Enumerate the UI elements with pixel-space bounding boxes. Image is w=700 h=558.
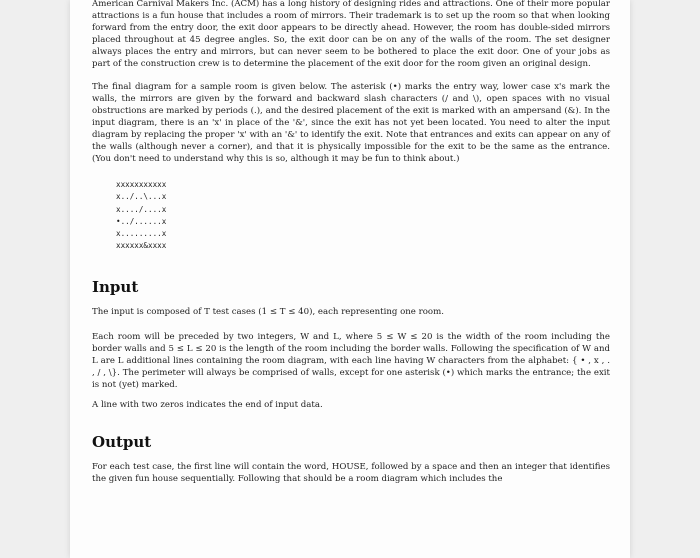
intro-paragraph-2: The final diagram for a sample room is given below. The asterisk (•) marks the entry way, lower case x's mark the walls, the mirrors are given by the forward and backward slash characters (/ and \), open spaces with no visual obstructions are marked by periods (.), and the desired placement of the exit is marked with an ampersand (&). In the input diagram, there is an 'x' in place of the '&', since the exit has not yet been located. You need to alter the input diagram by replacing the proper 'x' with an '&' to identify the exit. Note that entrances and exits can appear on any of the walls (although never a corner), and that it is physically impossible for the exit to be the same as the entrance. (You don't need to understand why this is so, although it may be fun to think about.) bbox=[92, 81, 610, 165]
output-paragraph-1: For each test case, the first line will contain the word, HOUSE, followed by a space and then an integer that identifies the given fun house sequentially. Following that should be a room diagram which includes the bbox=[92, 462, 610, 485]
output-heading: Output bbox=[92, 433, 152, 452]
input-paragraph-2: Each room will be preceded by two integers, W and L, where 5 ≤ W ≤ 20 is the width of the room including the border walls and 5 ≤ L ≤ 20 is the length of the room including the border walls. Following the specification of W and L are L additional lines containing the room diagram, with each line having W characters from the alphabet: { • , x , . , / , \}. The perimeter will always be comprised of walls, except for one asterisk (•) which marks the entrance; the exit is not (yet) marked. bbox=[92, 331, 610, 390]
input-paragraph-1: The input is composed of T test cases (1 ≤ T ≤ 40), each representing one room. bbox=[92, 307, 444, 318]
sample-room-diagram: xxxxxxxxxxx x../..\...x x..../....x •../......x x.........x xxxxxx&xxxx bbox=[116, 180, 167, 251]
document-content bbox=[92, 0, 610, 485]
input-heading: Input bbox=[92, 278, 139, 297]
input-paragraph-3: A line with two zeros indicates the end of input data. bbox=[92, 400, 323, 410]
document-page bbox=[70, 0, 630, 558]
intro-paragraph-1: American Carnival Makers Inc. (ACM) has a long history of designing rides and attractions. One of their more popular attractions is a fun house that includes a room of mirrors. Their trademark is to set up the room so that when looking forward from the entry door, the exit door appears to be directly ahead. However, the room has double-sided mirrors placed throughout at 45 degree angles. So, the exit door can be on any of the walls of the room. The set designer always places the entry and mirrors, but can never seem to be bothered to place the exit door. One of your jobs as part of the construction crew is to determine the placement of the exit door for the room given an original design. bbox=[92, 0, 610, 70]
